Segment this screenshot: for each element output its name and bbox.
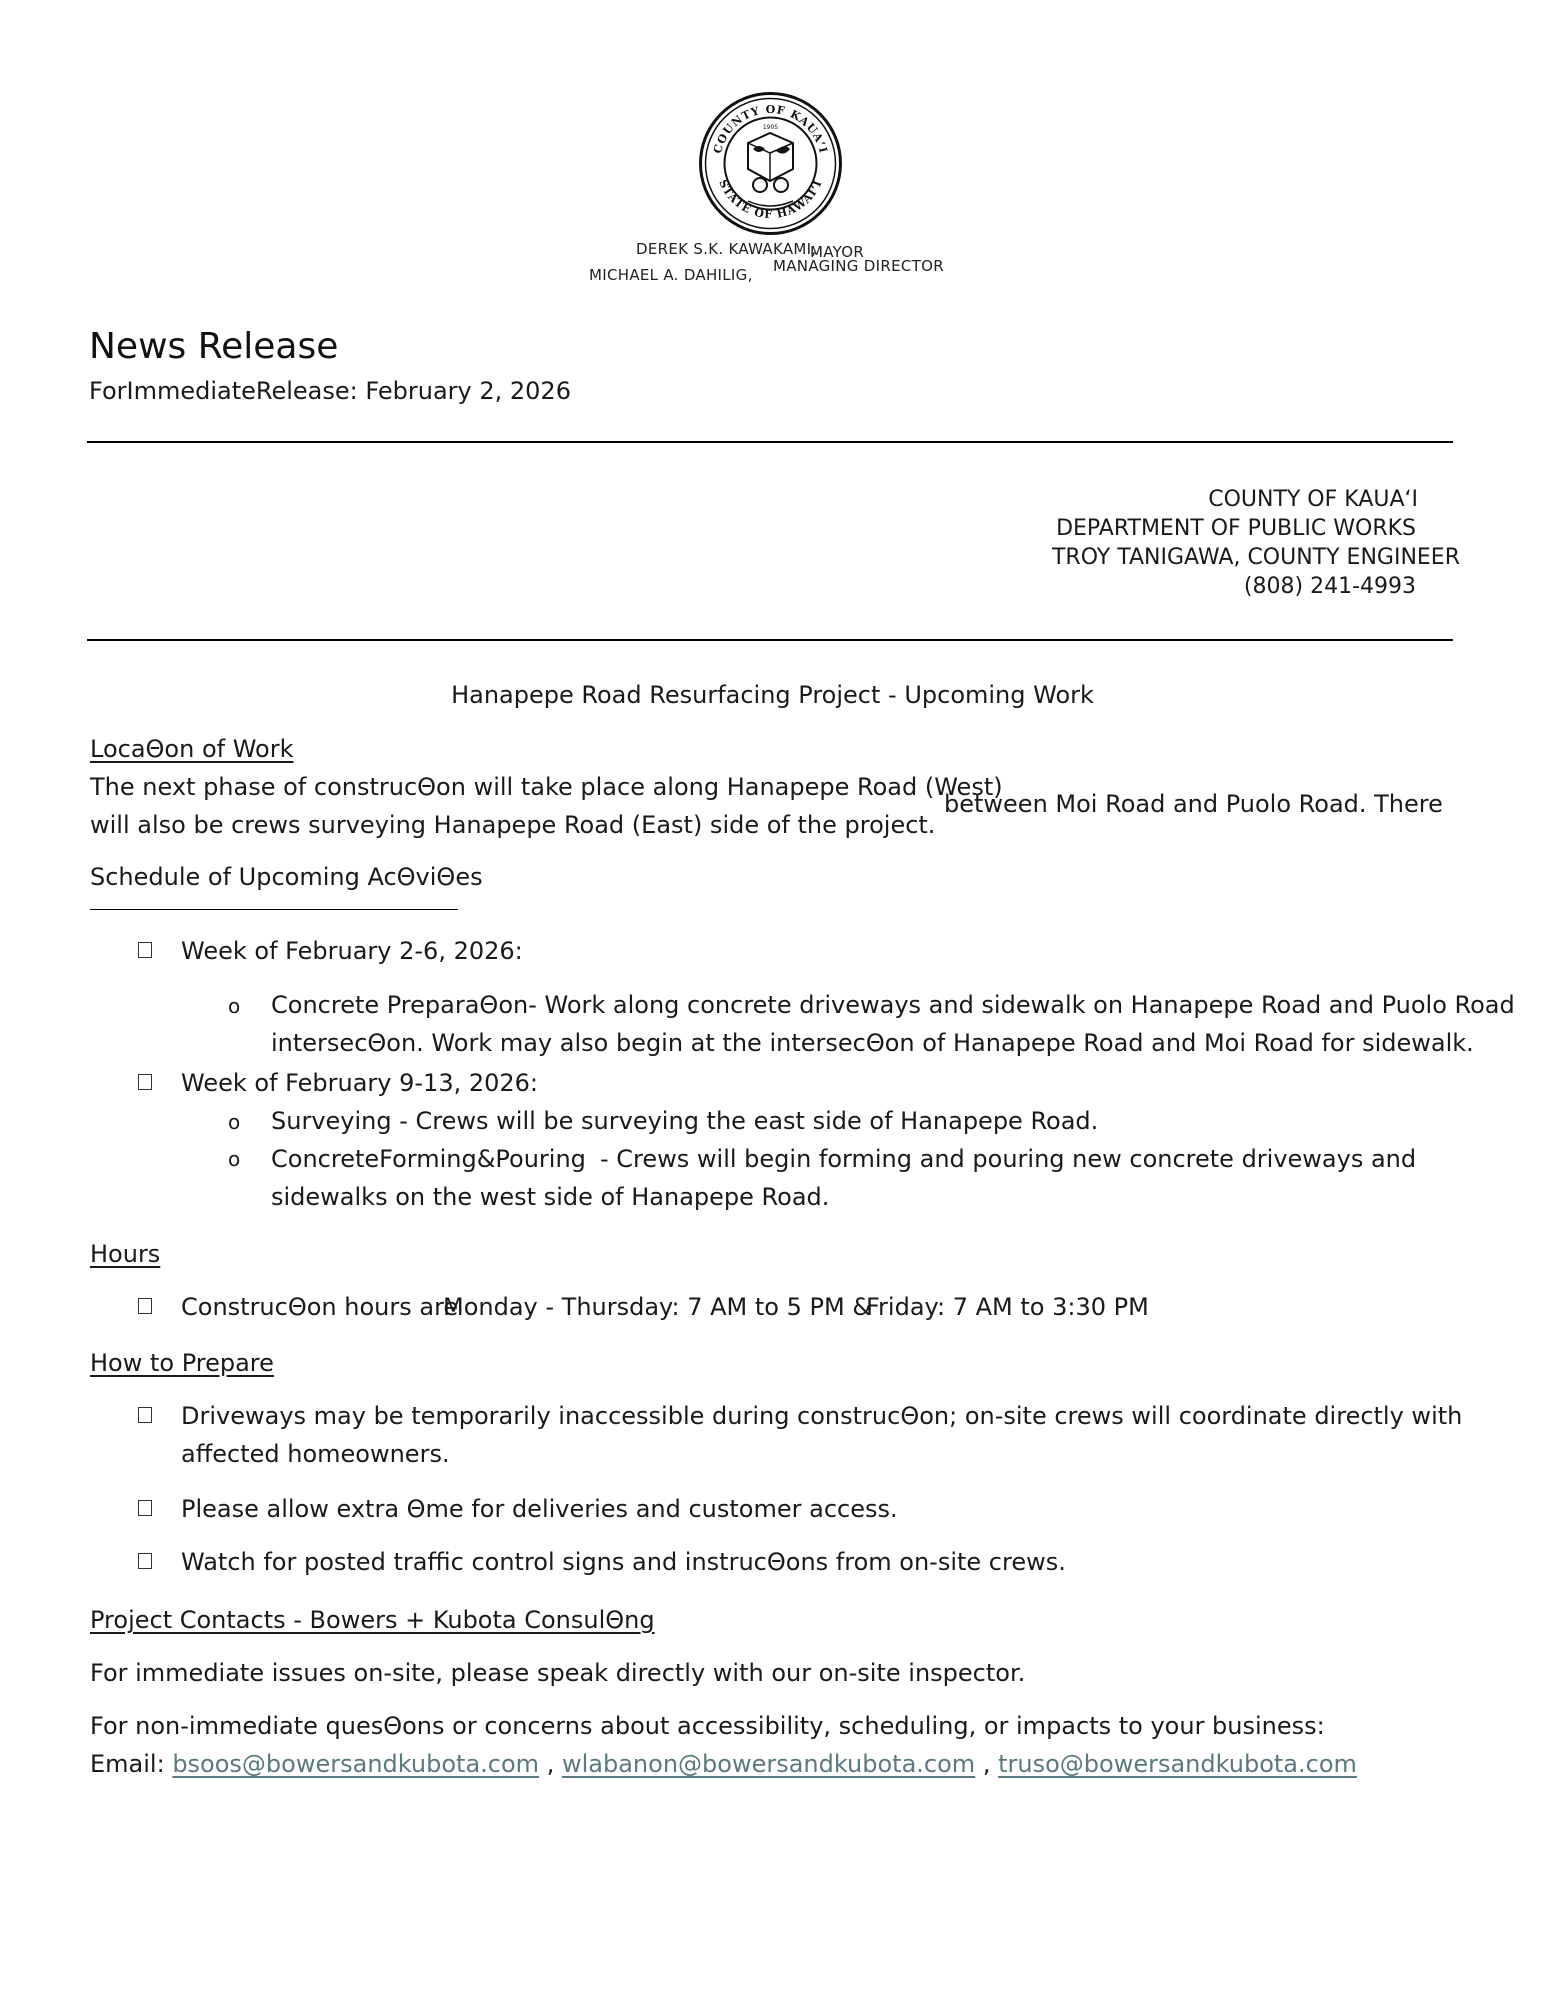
project-contacts-heading: Project Contacts - Bowers + Kubota ConsulΘng	[90, 1606, 655, 1634]
prepare-heading: How to Prepare	[90, 1349, 274, 1377]
week2-item2-text2: sidewalks on the west side of Hanapepe Road.	[271, 1183, 830, 1211]
immediate-release-label: ForImmediateRelease:	[89, 377, 358, 405]
email-line	[90, 1750, 1357, 1778]
week2-item1-name: Surveying	[271, 1107, 392, 1135]
hours-lead: ConstrucΘon hours are	[181, 1293, 459, 1321]
email-label: Email:	[90, 1750, 165, 1778]
contacts-line2: For non-immediate quesΘons or concerns about accessibility, scheduling, or impacts to your business:	[90, 1712, 1325, 1740]
email-separator: ,	[546, 1750, 555, 1778]
sub-bullet-icon: o	[228, 994, 241, 1018]
checkbox-icon	[138, 1553, 152, 1569]
release-date: February 2, 2026	[365, 377, 571, 405]
contact-county: COUNTY OF KAUAʻI	[1208, 487, 1418, 512]
county-seal-logo	[698, 91, 843, 236]
hours-heading: Hours	[90, 1240, 161, 1268]
page-title: News Release	[89, 326, 339, 367]
week2-item2-text: - Crews will begin forming and pouring new concrete driveways and	[600, 1145, 1417, 1173]
week1-item1-text: - Work along concrete driveways and sidewalk on Hanapepe Road and Puolo Road	[528, 991, 1515, 1019]
prepare-item1: Driveways may be temporarily inaccessible during construcΘon; on-site crews will coordinate directly with	[181, 1402, 1463, 1430]
contacts-line1: For immediate issues on-site, please speak directly with our on-site inspector.	[90, 1659, 1026, 1687]
sub-bullet-icon: o	[228, 1110, 241, 1134]
checkbox-icon	[138, 1298, 152, 1314]
document-title: Hanapepe Road Resurfacing Project - Upcoming Work	[451, 681, 1094, 709]
location-text-line1b: between Moi Road and Puolo Road. There	[944, 790, 1443, 818]
mayor-title: MAYOR	[810, 243, 865, 261]
department-contact-block	[0, 487, 1462, 607]
prepare-item1-cont: affected homeowners.	[181, 1440, 450, 1468]
week1-item1-name: Concrete PreparaΘon	[271, 991, 529, 1019]
week2-item1	[271, 1107, 1098, 1135]
location-text-line2: will also be crews surveying Hanapepe Road (East) side of the project.	[90, 811, 936, 839]
week2-item1-text: - Crews will be surveying the east side of Hanapepe Road.	[399, 1107, 1099, 1135]
checkbox-icon	[138, 1500, 152, 1516]
week1-label: Week of February 2-6, 2026:	[181, 937, 523, 965]
hours-friday: Friday: 7 AM to 3:30 PM	[866, 1293, 1149, 1321]
prepare-item3: Watch for posted traffic control signs and instrucΘons from on-site crews.	[181, 1548, 1066, 1576]
mayor-name: DEREK S.K. KAWAKAMI,	[636, 240, 817, 258]
week2-item2-name: ConcreteForming&Pouring	[271, 1145, 586, 1173]
hours-weekdays: Monday - Thursday: 7 AM to 5 PM &	[443, 1293, 872, 1321]
schedule-heading-underline	[90, 909, 458, 910]
email-link-bsoos[interactable]: bsoos@bowersandkubota.com	[172, 1750, 540, 1778]
director-name: MICHAEL A. DAHILIG,	[589, 266, 753, 284]
checkbox-icon	[138, 1407, 152, 1423]
schedule-heading: Schedule of Upcoming AcΘviΘes	[90, 863, 483, 891]
location-text-line1a: The next phase of construcΘon will take place along Hanapepe Road (West)	[90, 773, 1003, 801]
week1-item1-text2: intersecΘon. Work may also begin at the intersecΘon of Hanapepe Road and Moi Road for sidewalk.	[271, 1029, 1474, 1057]
prepare-item2: Please allow extra Θme for deliveries and customer access.	[181, 1495, 898, 1523]
week1-item1	[271, 991, 1515, 1019]
top-divider	[87, 441, 1453, 443]
checkbox-icon	[138, 942, 152, 958]
sub-bullet-icon: o	[228, 1147, 241, 1171]
seal-year: 1905	[762, 124, 779, 131]
checkbox-icon	[138, 1074, 152, 1090]
director-title: MANAGING DIRECTOR	[773, 257, 944, 275]
bottom-divider	[87, 639, 1453, 641]
contact-engineer: TROY TANIGAWA, COUNTY ENGINEER	[1051, 545, 1460, 570]
email-separator: ,	[982, 1750, 991, 1778]
seal-bottom-text: STATE OF HAWAIʻI	[716, 177, 825, 222]
contact-department: DEPARTMENT OF PUBLIC WORKS	[1056, 516, 1416, 541]
contact-phone: (808) 241-4993	[1243, 574, 1416, 599]
location-heading: LocaΘon of Work	[90, 735, 294, 763]
seal-top-text: COUNTY OF KAUAʻI	[711, 102, 830, 156]
email-link-truso[interactable]: truso@bowersandkubota.com	[998, 1750, 1357, 1778]
release-date-line	[89, 377, 571, 405]
svg-text:STATE OF HAWAIʻI	[716, 178, 825, 221]
email-link-wlabanon[interactable]: wlabanon@bowersandkubota.com	[561, 1750, 976, 1778]
week2-label: Week of February 9-13, 2026:	[181, 1069, 539, 1097]
